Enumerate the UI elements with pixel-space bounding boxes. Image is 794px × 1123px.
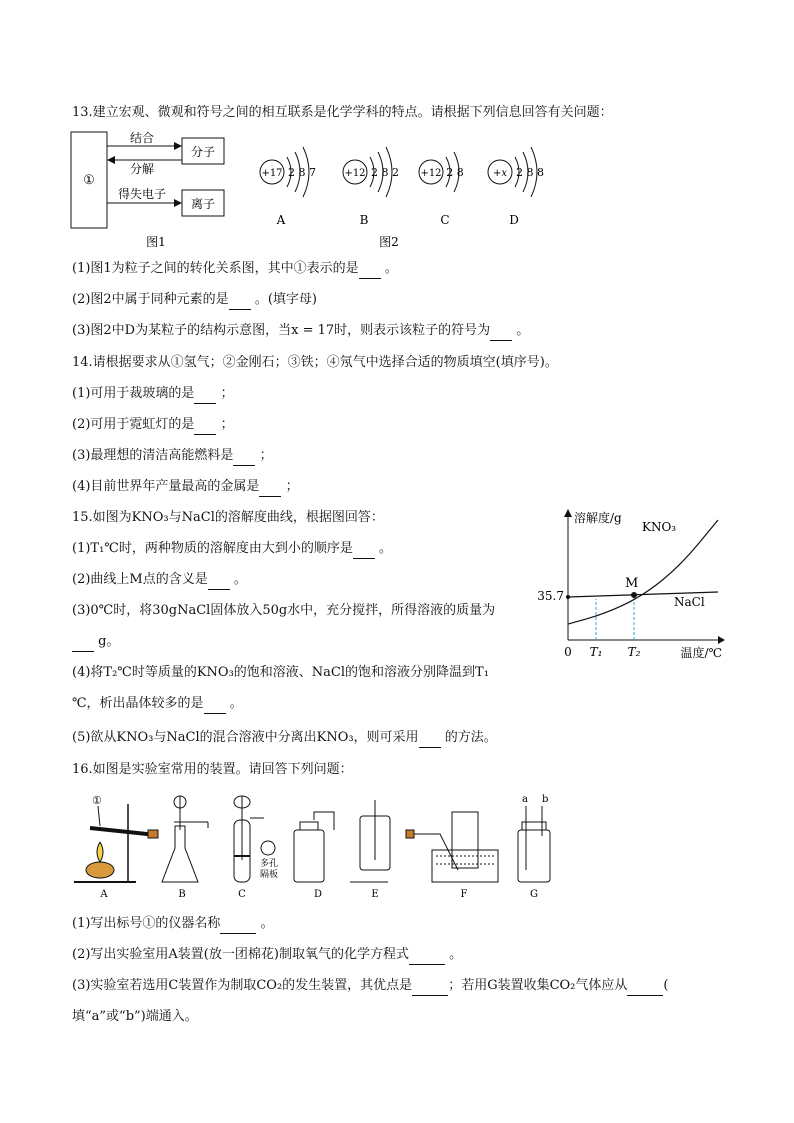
q13-figure-1 [70, 126, 260, 256]
q13-part-3 [72, 322, 529, 341]
q15-part-5-blank[interactable] [419, 729, 441, 748]
chart-y-tick-35-7: 35.7 [537, 589, 564, 603]
atom-b-diagram [343, 147, 399, 227]
apparatus-c-label: C [238, 889, 246, 900]
q15-part-3b [72, 633, 119, 652]
q13-stem: 13.建立宏观、微观和符号之间的相互联系是化学学科的特点。请根据下列信息回答有关问题： [72, 105, 613, 120]
atom-d-shells: 2 8 8 [516, 166, 544, 179]
apparatus-d-label: D [313, 889, 323, 900]
chart-point-m-label: M [625, 576, 639, 591]
q16-part-1 [72, 915, 274, 934]
fig1-arrow-electron: 得失电子 [117, 187, 167, 201]
q15-part-4-blank[interactable] [204, 695, 226, 714]
apparatus-c-plate-text-2: 隔板 [260, 870, 279, 880]
chart-x-tick-t2: T₂ [627, 645, 641, 659]
atom-c-diagram [419, 152, 464, 227]
fig1-arrow-combine: 结合 [129, 131, 155, 145]
atom-a-label: A [276, 213, 286, 227]
q16-apparatus-figure [70, 790, 570, 905]
q13-part-1-text: (1)图1为粒子之间的转化关系图，其中①表示的是 [72, 261, 359, 276]
q15-part-2 [72, 571, 247, 590]
q16-part-1-blank[interactable] [220, 915, 256, 934]
q15-part-5 [72, 729, 497, 748]
atom-b-label: B [359, 213, 369, 227]
atom-d-label: D [509, 213, 519, 227]
q14-part-3-blank[interactable] [233, 447, 255, 466]
apparatus-g-port-a: a [522, 794, 528, 805]
q13-part-3-text: (3)图2中D为某粒子的结构示意图，当x = 17时，则表示该粒子的符号为 [72, 323, 491, 338]
apparatus-f-label: F [460, 889, 468, 900]
q14-part-4-text: (4)目前世界年产量最高的金属是 [72, 479, 260, 494]
apparatus-f [406, 812, 498, 900]
q14-part-4-blank[interactable] [259, 478, 281, 497]
q16-part-3a-mid: ；若用G装置收集CO₂气体应从 [448, 978, 628, 993]
q14-part-1 [72, 385, 234, 404]
apparatus-b-label: B [178, 889, 186, 900]
q15-part-4-end: 。 [229, 696, 243, 711]
atom-b-shells: 2 8 2 [371, 166, 399, 179]
q16-part-3a-text: (3)实验室若选用C装置作为制取CO₂的发生装置，其优点是 [72, 978, 413, 993]
q14-stem: 14.请根据要求从①氢气；②金刚石；③铁；④氖气中选择合适的物质填空(填序号)。 [72, 355, 558, 370]
q14-part-1-end: ； [220, 386, 234, 401]
q14-part-3-text: (3)最理想的清洁高能燃料是 [72, 448, 234, 463]
atom-a-nucleus: +17 [261, 168, 283, 179]
q13-part-1-blank[interactable] [359, 260, 381, 279]
q13-part-2-blank[interactable] [229, 291, 251, 310]
q16-stem: 16.如图是实验室常用的装置。请回答下列问题： [72, 762, 353, 777]
chart-x-tick-0: 0 [564, 645, 572, 659]
q16-part-3-blank-1[interactable] [412, 977, 448, 996]
q14-part-2-text: (2)可用于霓虹灯的是 [72, 417, 195, 432]
q14-part-1-blank[interactable] [194, 385, 216, 404]
solubility-chart [530, 505, 730, 665]
q15-part-3-end: g。 [98, 634, 120, 649]
apparatus-c [234, 796, 278, 900]
q15-part-2-blank[interactable] [208, 571, 230, 590]
q13-part-1 [72, 260, 398, 279]
q15-part-2-text: (2)曲线上M点的含义是 [72, 572, 208, 587]
chart-x-label: 温度/℃ [680, 646, 722, 660]
q16-part-2-text: (2)写出实验室用A装置(放一团棉花)制取氧气的化学方程式 [72, 947, 409, 962]
q16-part-3-blank-2[interactable] [627, 977, 663, 996]
q14-part-2-blank[interactable] [194, 416, 216, 435]
atom-c-label: C [440, 213, 450, 227]
q15-part-4a: (4)将T₂℃时等质量的KNO₃的饱和溶液、NaCl的饱和溶液分别降温到T₁ [72, 665, 489, 680]
atom-b-nucleus: +12 [344, 168, 366, 179]
chart-series-kno3-label: KNO₃ [642, 520, 677, 534]
atom-d-diagram [488, 147, 544, 227]
q13-part-2 [72, 291, 317, 310]
q13-part-3-end: 。 [516, 323, 530, 338]
q13-part-3-blank[interactable] [490, 322, 512, 341]
chart-x-tick-t1: T₁ [589, 645, 603, 659]
q15-part-4b [72, 695, 243, 714]
q16-part-2-end: 。 [449, 947, 463, 962]
q16-part-3a [72, 977, 668, 996]
q14-part-1-text: (1)可用于裁玻璃的是 [72, 386, 195, 401]
q15-part-1 [72, 540, 392, 559]
chart-x-axis-arrow [718, 636, 725, 644]
q13-part-2-text: (2)图2中属于同种元素的是 [72, 292, 229, 307]
apparatus-c-plate-text-1: 多孔 [260, 859, 279, 869]
q15-stem: 15.如图为KNO₃与NaCl的溶解度曲线，根据图回答： [72, 510, 384, 525]
q16-part-3a-end: ( [663, 978, 669, 993]
apparatus-d [294, 812, 334, 900]
q14-part-3 [72, 447, 273, 466]
chart-y-label: 溶解度/g [574, 511, 622, 525]
q14-part-3-end: ； [259, 448, 273, 463]
apparatus-a-label: A [100, 889, 108, 900]
atom-c-nucleus: +12 [420, 168, 442, 179]
fig2-caption: 图2 [379, 235, 399, 249]
fig1-molecule-label: 分子 [190, 145, 216, 159]
atom-d-nucleus: +x [492, 168, 508, 179]
fig1-arrow-decompose: 分解 [129, 162, 155, 176]
q16-part-3b: 填“a”或“b”)端通入。 [72, 1009, 198, 1024]
q15-part-5-end: 的方法。 [444, 730, 497, 745]
q16-part-1-text: (1)写出标号①的仪器名称 [72, 916, 221, 931]
atom-a-diagram [260, 147, 316, 227]
q15-part-3-blank[interactable] [72, 633, 94, 652]
chart-series-nacl-label: NaCl [674, 595, 705, 609]
q15-part-1-blank[interactable] [353, 540, 375, 559]
fig1-caption: 图1 [146, 235, 166, 249]
q14-part-2-end: ； [220, 417, 234, 432]
chart-point-m [631, 592, 637, 598]
q15-part-1-text: (1)T₁℃时，两种物质的溶解度由大到小的顺序是 [72, 541, 353, 556]
chart-y-axis-arrow [564, 509, 572, 517]
apparatus-g-label: G [530, 889, 538, 900]
atom-a-shells: 2 8 7 [288, 166, 316, 179]
apparatus-b [162, 796, 208, 900]
fig1-ion-label: 离子 [190, 197, 216, 211]
q14-part-4-end: ； [285, 479, 299, 494]
q15-part-5-text: (5)欲从KNO₃与NaCl的混合溶液中分离出KNO₃，则可采用 [72, 730, 419, 745]
q14-part-2 [72, 416, 234, 435]
q15-part-3a: (3)0℃时，将30gNaCl固体放入50g水中，充分搅拌，所得溶液的质量为 [72, 603, 496, 618]
q15-part-1-end: 。 [378, 541, 392, 556]
apparatus-e [350, 800, 390, 900]
atom-c-shells: 2 8 [446, 166, 464, 179]
q15-part-4b-text: ℃，析出晶体较多的是 [72, 696, 204, 711]
q16-part-1-end: 。 [260, 916, 274, 931]
q13-part-2-end: 。(填字母) [254, 292, 317, 307]
q13-part-1-end: 。 [384, 261, 398, 276]
q13-figure-2 [255, 140, 565, 256]
apparatus-a [74, 794, 158, 900]
q16-part-2 [72, 946, 462, 965]
apparatus-g [518, 794, 550, 900]
apparatus-g-port-b: b [542, 794, 549, 805]
fig1-circle-marker: ① [83, 173, 95, 188]
q15-part-2-end: 。 [233, 572, 247, 587]
apparatus-e-label: E [371, 889, 379, 900]
q16-part-2-blank[interactable] [409, 946, 445, 965]
q14-part-4 [72, 478, 299, 497]
apparatus-a-marker: ① [92, 794, 102, 807]
